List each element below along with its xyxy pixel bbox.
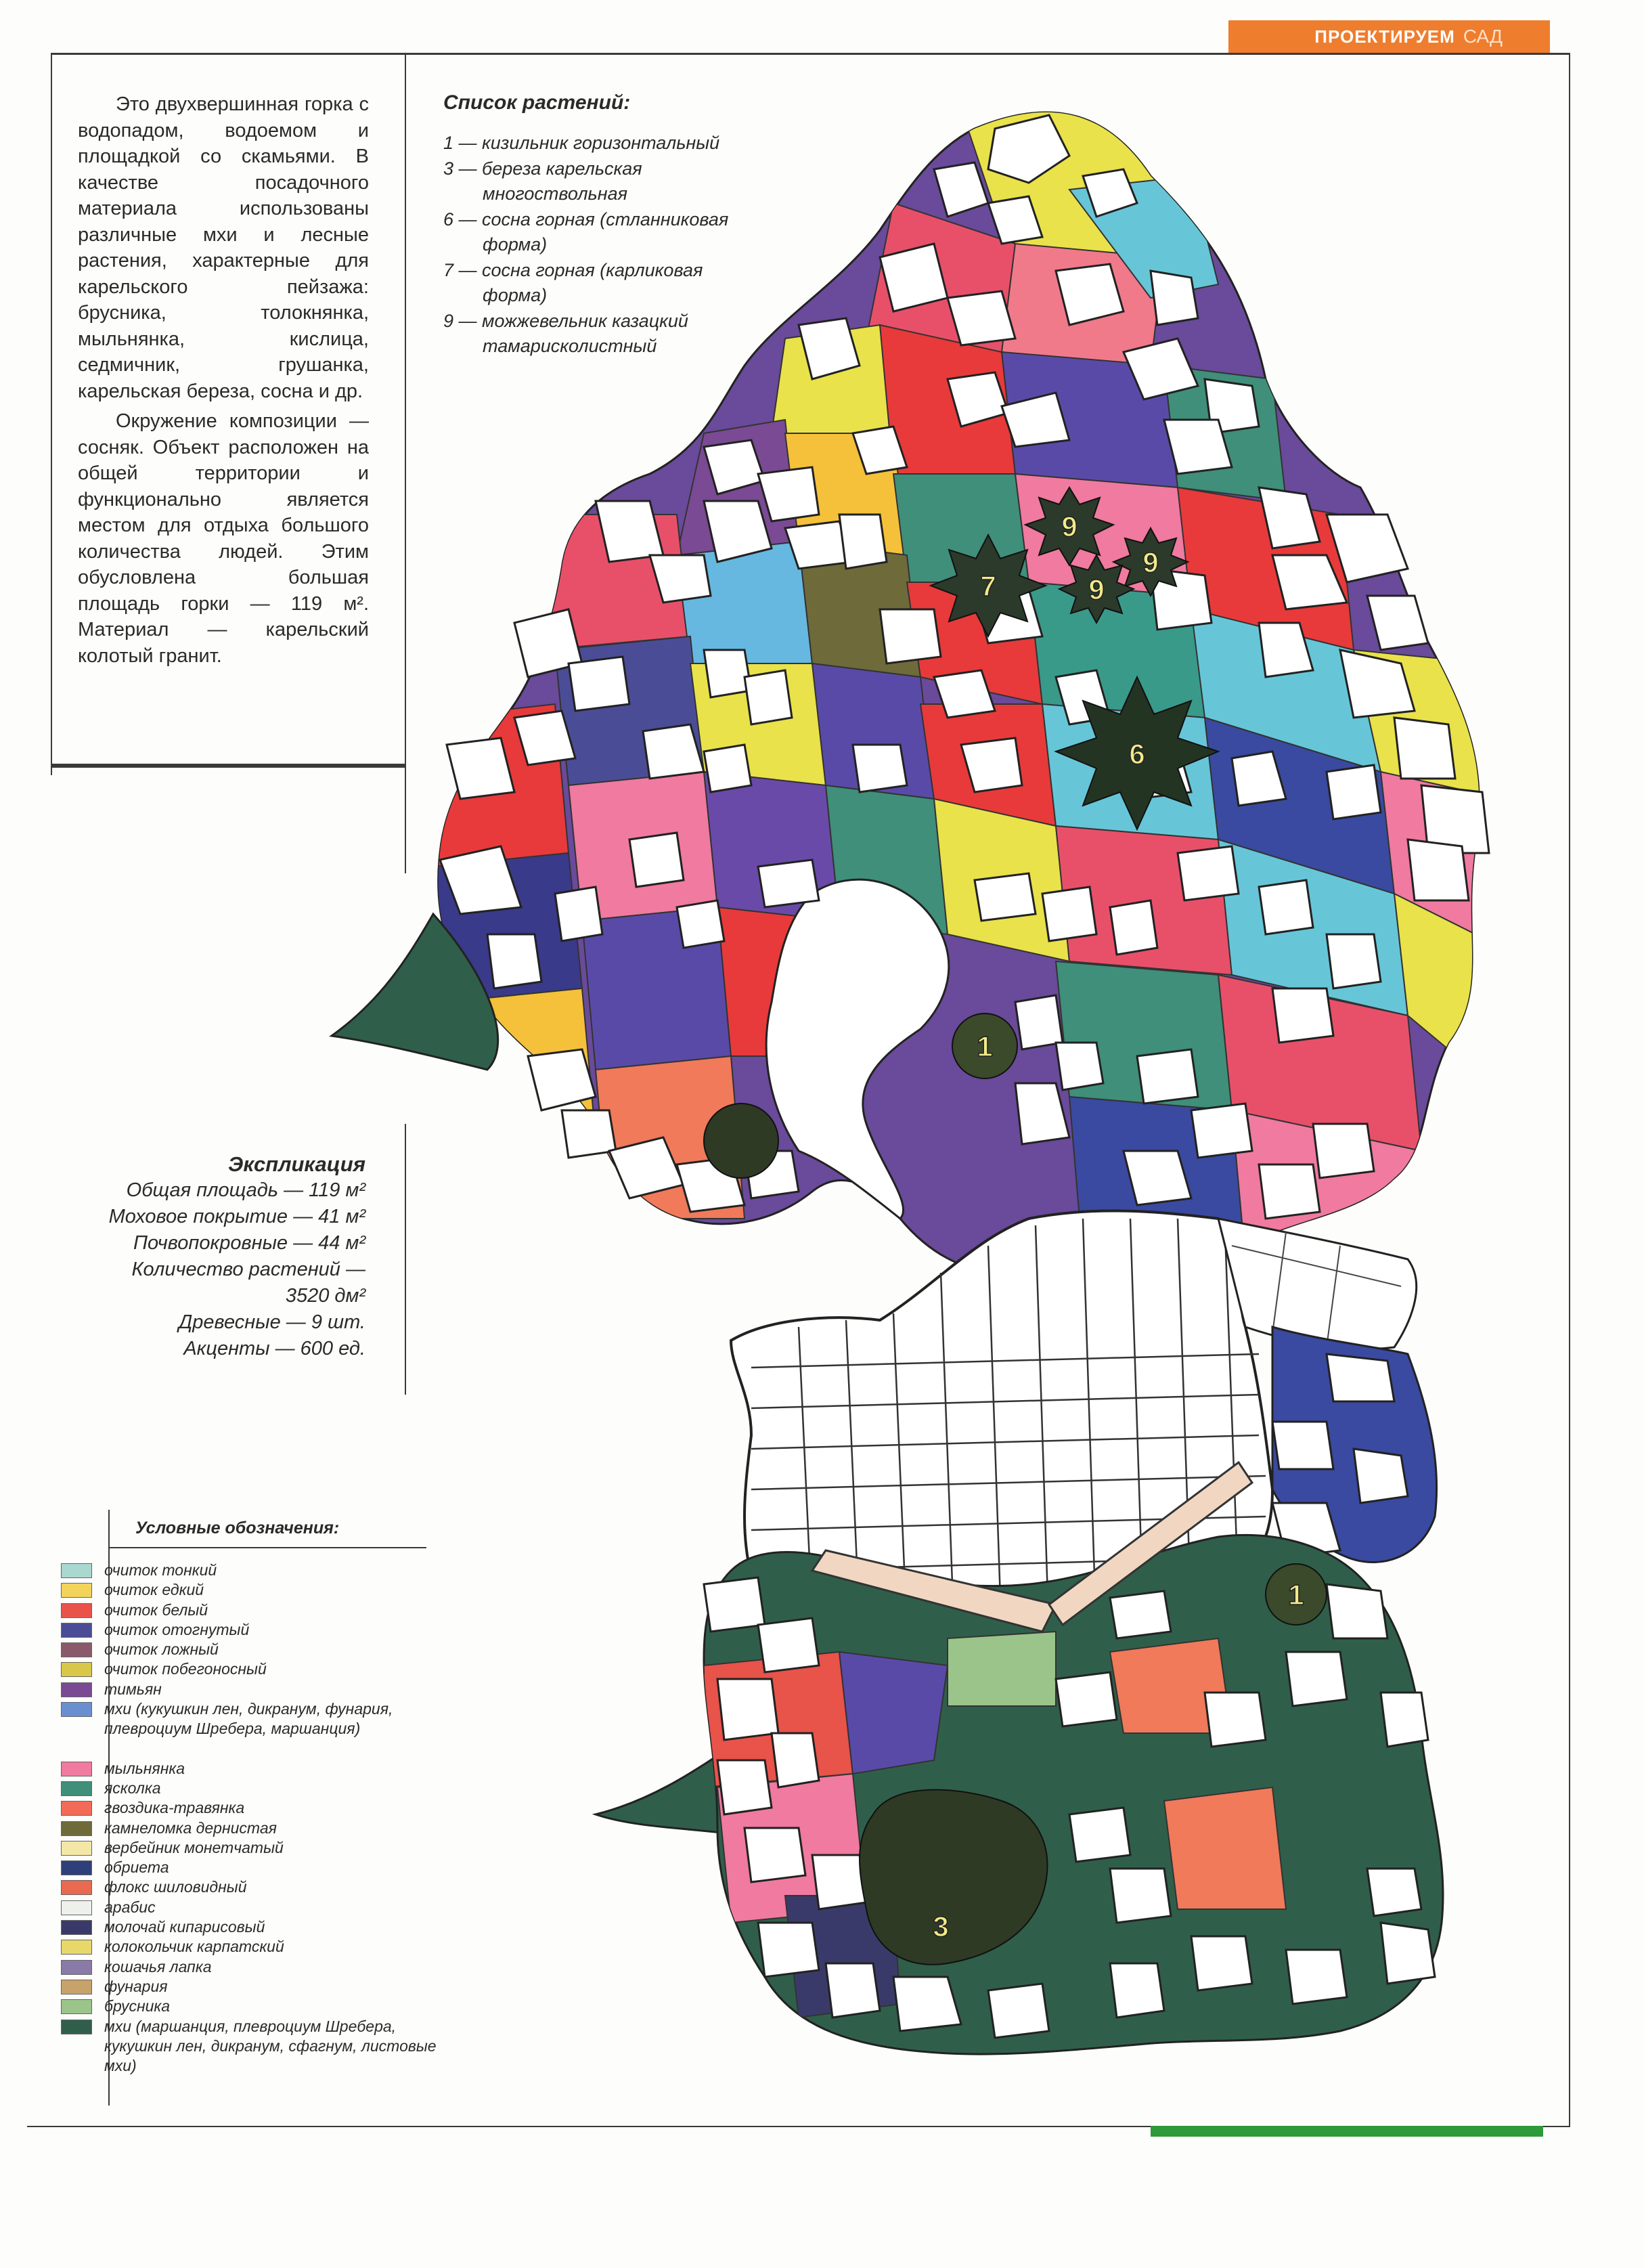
explication-line: Древесные — 9 шт. [178, 1311, 365, 1333]
legend-label: флокс шиловидный [104, 1878, 247, 1896]
explication-line: Количество растений — [131, 1259, 365, 1280]
legend-label: очиток белый [104, 1600, 208, 1619]
legend-label: фунария [104, 1977, 168, 1995]
explication-line: Почвопокровные — 44 м² [133, 1232, 365, 1254]
plant-label-9b: 9 [1142, 546, 1159, 578]
section-title-bold: ПРОЕКТИРУЕМ [1314, 26, 1455, 47]
legend-label: тимьян [104, 1680, 162, 1698]
plant-item: 1 — кизильник горизонтальный [443, 133, 720, 153]
plant-item: 3 — береза карельская многоствольная [443, 158, 642, 204]
legend-label: обриета [104, 1858, 169, 1877]
legend-label: мыльнянка [104, 1759, 185, 1777]
plant-item: 6 — сосна горная (стланниковая форма) [443, 209, 729, 255]
plant-label-9c: 9 [1088, 573, 1105, 605]
plant-label-1b: 1 [1288, 1579, 1304, 1611]
explication-title: Экспликация [228, 1152, 365, 1176]
legend-title: Условные обозначения: [135, 1519, 340, 1538]
legend-label: кошачья лапка [104, 1957, 212, 1976]
explication-line: Акценты — 600 ед. [183, 1338, 365, 1359]
legend-label: очиток тонкий [104, 1561, 217, 1579]
legend-label: вербейник монетчатый [104, 1838, 284, 1856]
legend-label: очиток отогнутый [104, 1620, 250, 1638]
legend-label: мхи (кукушкин лен, дикранум, фунария, плевроциум Шребера, маршанция) [104, 1700, 393, 1738]
explication-line: Общая площадь — 119 м² [126, 1179, 365, 1201]
legend-label: ясколка [104, 1779, 161, 1797]
intro-paragraph-1: Это двухвершинная горка с водопадом, водоемом и площадкой со скамьями. В качестве посадочного материала использованы различные мхи и лесные растения, характерные для карельского пейзажа: брусника, толокнянка, мыльнянка, кислица, седмичник, грушанка, карельская береза, сосна и др. [78, 93, 369, 402]
section-title-light: САД [1463, 26, 1503, 47]
plant-1c-symbol [704, 1104, 778, 1178]
legend-label: очиток едкий [104, 1581, 204, 1599]
legend-label: очиток ложный [104, 1640, 219, 1659]
legend-label: мхи (маршанция, плевроциум Шребера, кукушкин лен, дикранум, сфагнум, листовые мхи) [104, 2017, 437, 2075]
legend-label: молочай кипарисовый [104, 1918, 265, 1936]
plant-item: 7 — сосна горная (карликовая форма) [443, 259, 703, 305]
plant-label-9a: 9 [1061, 510, 1078, 542]
plant-list-title: Список растений: [443, 91, 631, 114]
legend-label: арабис [104, 1898, 156, 1916]
plant-label-1a: 1 [977, 1030, 993, 1062]
plant-label-3: 3 [933, 1911, 949, 1942]
legend-label: очиток побегоносный [104, 1660, 267, 1678]
legend-label: камнеломка дернистая [104, 1818, 277, 1837]
legend-label: гвоздика-травянка [104, 1799, 245, 1817]
plant-label-7: 7 [980, 570, 996, 602]
intro-paragraph-2: Окружение композиции — сосняк. Объект расположен на общей территории и функционально является местом для отдыха большого количества людей. Этим обусловлена большая площадь горки — 119 м². Материал — карельский колотый гранит. [78, 410, 369, 667]
plant-label-6: 6 [1129, 738, 1145, 770]
legend-label: брусника [104, 1997, 171, 2015]
plant-item: 9 — можжевельник казацкий тамарисколистный [443, 310, 688, 356]
legend-label: колокольчик карпатский [104, 1938, 284, 1956]
explication-line: Моховое покрытие — 41 м² [108, 1206, 365, 1227]
explication-line: 3520 дм² [285, 1285, 365, 1307]
